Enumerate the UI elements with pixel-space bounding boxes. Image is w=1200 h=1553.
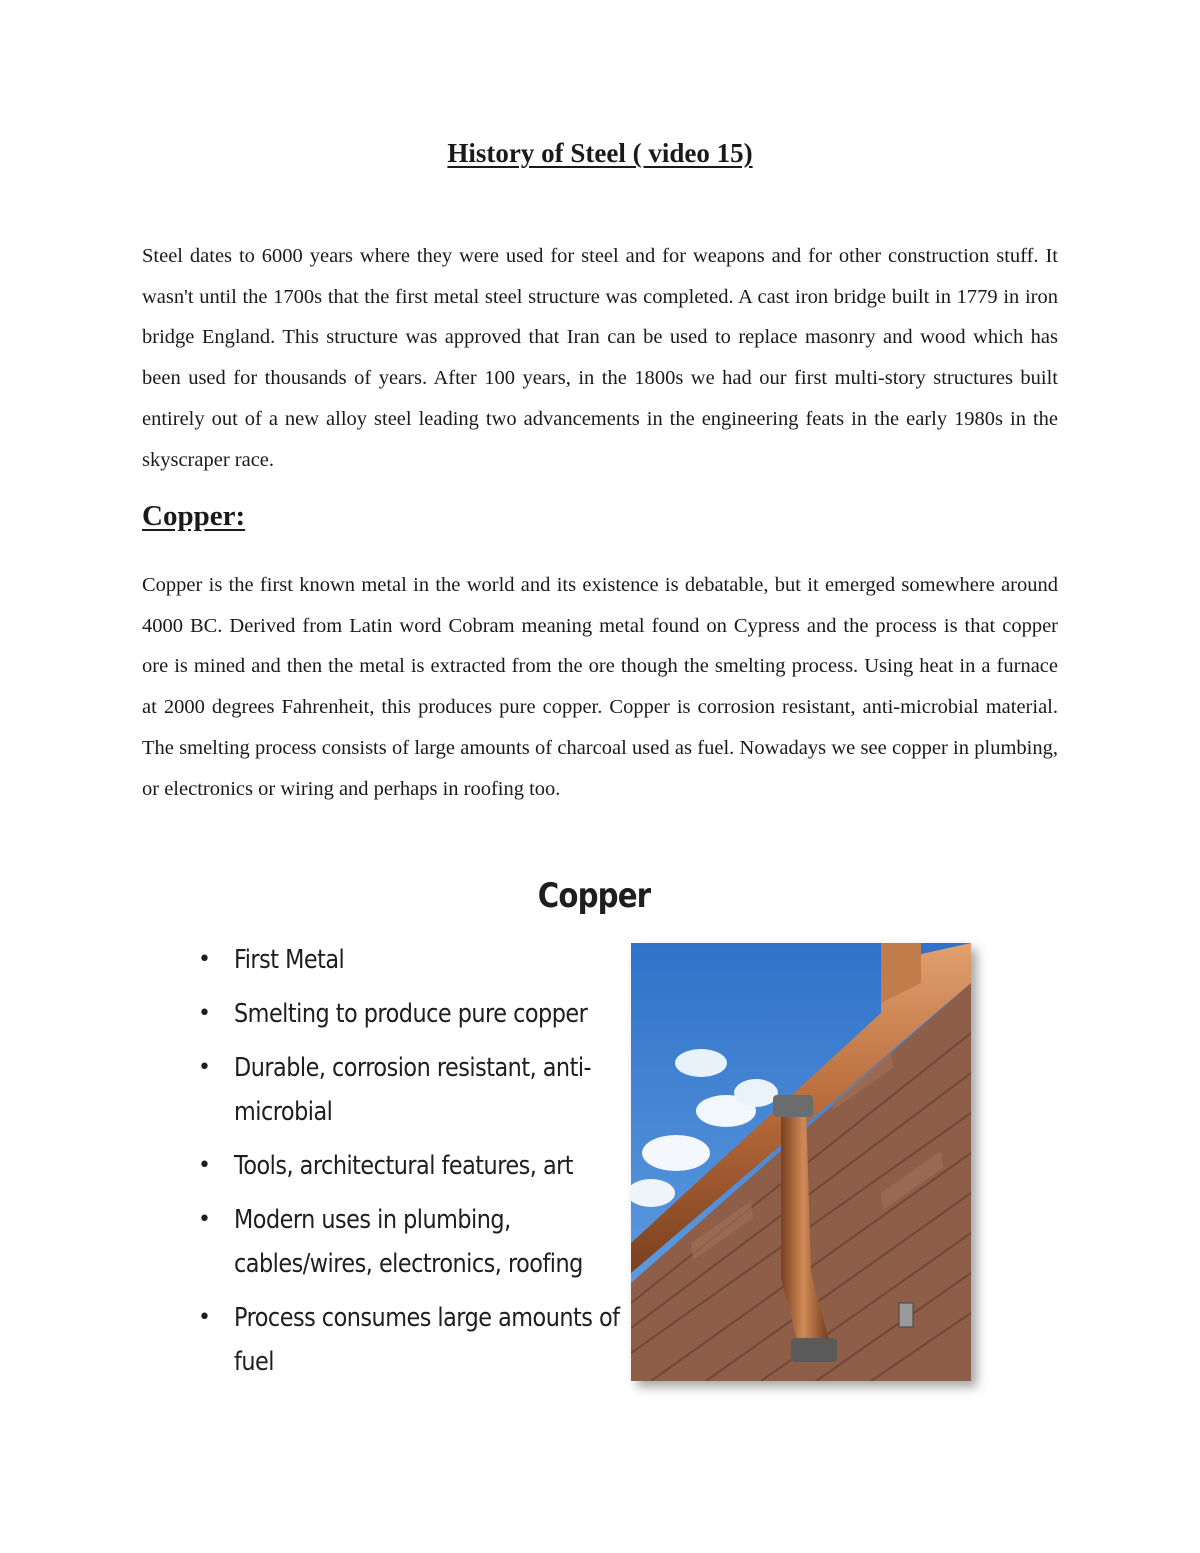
- copper-gutter-photo: [631, 943, 971, 1381]
- slide-bullet-text: Modern uses in plumbing, cables/wires, electronics, roofing: [234, 1205, 583, 1279]
- slide-bullet: [198, 1046, 638, 1134]
- slide-bullet-text: Tools, architectural features, art: [234, 1151, 574, 1181]
- slide-bullet: [198, 1198, 638, 1286]
- copper-paragraph: Copper is the first known metal in the world and its existence is debatable, but it emerged somewhere around 4000 BC. Derived from Latin word Cobram meaning metal found on Cypress and the process is that copper ore is mined and then the metal is extracted from the ore though the smelting process. Using heat in a furnace at 2000 degrees Fahrenheit, this produces pure copper. Copper is corrosion resistant, anti-microbial material. The smelting process consists of large amounts of charcoal used as fuel. Nowadays we see copper in plumbing, or electronics or wiring and perhaps in roofing too.: [142, 574, 1058, 800]
- slide-bullet: [198, 1144, 638, 1188]
- slide-bullet: [198, 1296, 638, 1384]
- slide-bullet: [198, 938, 638, 982]
- slide-bullet-text: First Metal: [234, 945, 345, 975]
- steel-paragraph: Steel dates to 6000 years where they were used for steel and for weapons and for other construction stuff. It wasn't until the 1700s that the first metal steel structure was completed. A cast iron bridge built in 1779 in iron bridge England. This structure was approved that Iran can be used to replace masonry and wood which has been used for thousands of years. After 100 years, in the 1800s we had our first multi-story structures built entirely out of a new alloy steel leading two advancements in the engineering feats in the early 1980s in the skyscraper race.: [142, 245, 1058, 471]
- slide-bullet-list: [198, 938, 638, 1394]
- bullet-icon: •: [198, 947, 211, 972]
- bullet-icon: •: [198, 1001, 211, 1026]
- slide-bullet: [198, 992, 638, 1036]
- copper-heading: Copper:: [142, 500, 246, 532]
- slide-title: Copper: [537, 876, 651, 916]
- slide-bullet-text: Smelting to produce pure copper: [234, 999, 588, 1029]
- bullet-icon: •: [198, 1153, 211, 1178]
- copper-slide-image: [168, 866, 1010, 1390]
- bullet-icon: •: [198, 1305, 211, 1330]
- bullet-icon: •: [198, 1055, 211, 1080]
- page-title: History of Steel ( video 15): [447, 138, 753, 168]
- slide-bullet-text: Process consumes large amounts of fuel: [234, 1303, 620, 1377]
- slide-bullet-text: Durable, corrosion resistant, anti-microbial: [234, 1053, 592, 1127]
- bullet-icon: •: [198, 1207, 211, 1232]
